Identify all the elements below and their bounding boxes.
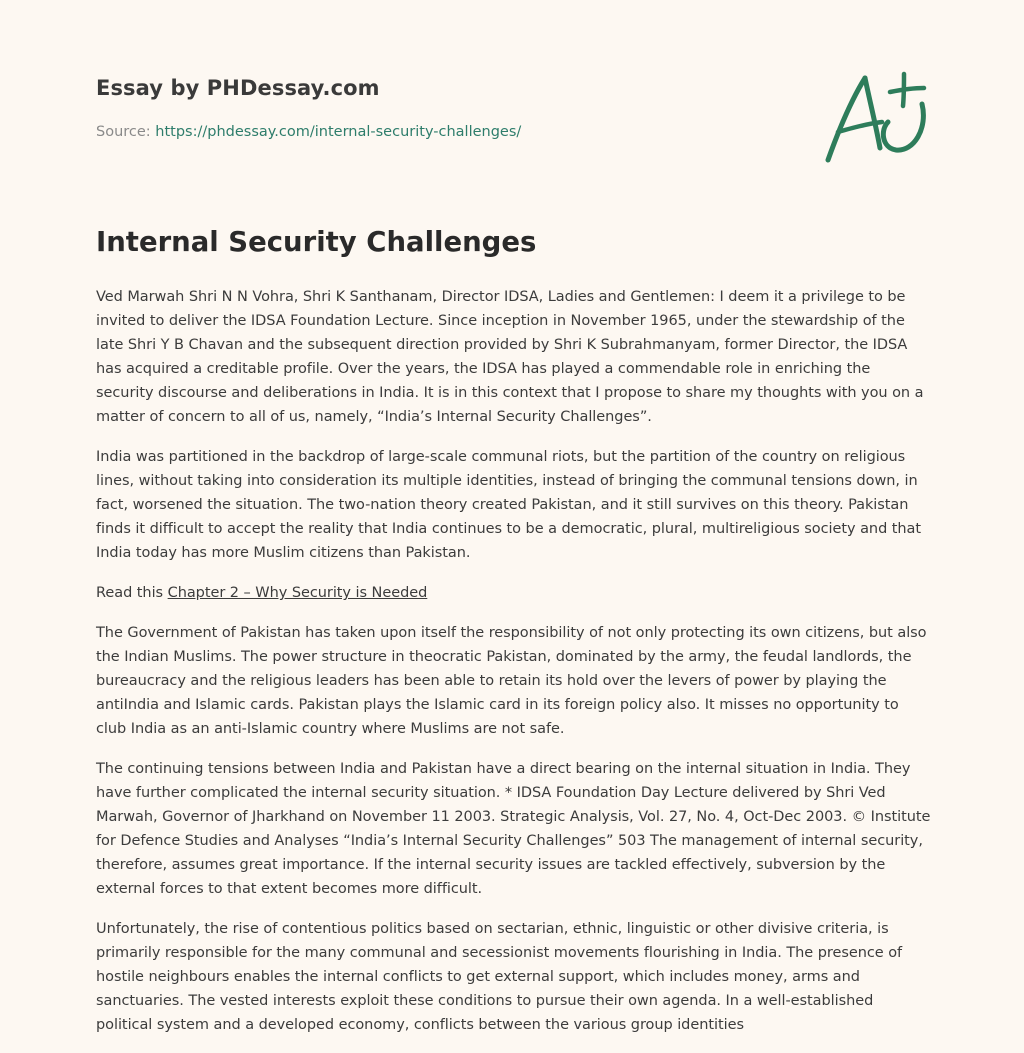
read-this-prefix: Read this	[96, 585, 164, 601]
source-line	[96, 124, 521, 140]
paragraph-3: The Government of Pakistan has taken upon itself the responsibility of not only protecting its own citizens, but also the Indian Muslims. The power structure in theocratic Pakistan, dominated by the army, the feudal landlords, the bureaucracy and the religious leaders has been able to retain its hold over the levers of power by playing the antiIndia and Islamic cards. Pakistan plays the Islamic card in its foreign policy also. It misses no opportunity to club India as an anti-Islamic country where Muslims are not safe.	[96, 625, 927, 737]
source-label: Source:	[96, 124, 151, 140]
read-this-line	[96, 581, 931, 605]
essay-title: Internal Security Challenges	[96, 226, 537, 258]
site-title: Essay by PHDessay.com	[96, 76, 380, 100]
paragraph-1: Ved Marwah Shri N N Vohra, Shri K Santhanam, Director IDSA, Ladies and Gentlemen: I deem it a privilege to be invited to deliver the IDSA Foundation Lecture. Since inception in November 1965, under the stewardship of the late Shri Y B Chavan and the subsequent direction provided by Shri K Subrahmanyam, former Director, the IDSA has acquired a creditable profile. Over the years, the IDSA has played a commendable role in enriching the security discourse and deliberations in India. It is in this context that I propose to share my thoughts with you on a matter of concern to all of us, namely, “India’s Internal Security Challenges”.	[96, 289, 924, 425]
paragraph-4: The continuing tensions between India and Pakistan have a direct bearing on the internal situation in India. They have further complicated the internal security situation. * IDSA Foundation Day Lecture delivered by Shri Ved Marwah, Governor of Jharkhand on November 11 2003. Strategic Analysis, Vol. 27, No. 4, Oct-Dec 2003. © Institute for Defence Studies and Analyses “India’s Internal Security Challenges” 503 The management of internal security, therefore, assumes great importance. If the internal security issues are tackled effectively, subversion by the external forces to that extent becomes more difficult.	[96, 761, 931, 897]
read-this-link[interactable]: Chapter 2 – Why Security is Needed	[167, 585, 428, 601]
a-plus-logo-icon	[824, 66, 928, 166]
paragraph-5: Unfortunately, the rise of contentious politics based on sectarian, ethnic, linguistic or other divisive criteria, is primarily responsible for the many communal and secessionist movements flourishing in India. The presence of hostile neighbours enables the internal conflicts to get external support, which includes money, arms and sanctuaries. The vested interests exploit these conditions to pursue their own agenda. In a well-established political system and a developed economy, conflicts between the various group identities	[96, 921, 903, 1033]
source-link[interactable]: https://phdessay.com/internal-security-challenges/	[155, 124, 522, 140]
essay-body	[96, 285, 931, 1053]
paragraph-2: India was partitioned in the backdrop of large-scale communal riots, but the partition of the country on religious lines, without taking into consideration its multiple identities, instead of bringing the communal tensions down, in fact, worsened the situation. The two-nation theory created Pakistan, and it still survives on this theory. Pakistan finds it difficult to accept the reality that India continues to be a democratic, plural, multireligious society and that India today has more Muslim citizens than Pakistan.	[96, 449, 922, 561]
